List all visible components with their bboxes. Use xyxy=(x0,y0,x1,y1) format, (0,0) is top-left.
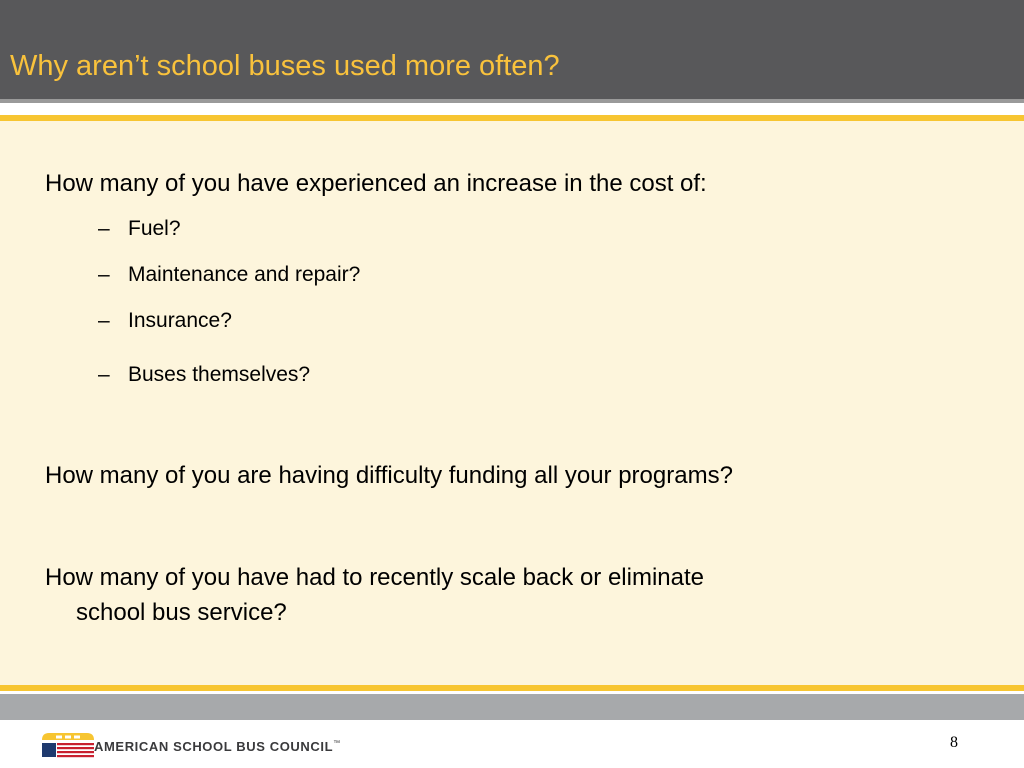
sub-item xyxy=(98,364,310,385)
sub-item-label: Fuel? xyxy=(128,217,181,240)
question-1: How many of you have experienced an increase in the cost of: xyxy=(45,170,707,197)
sub-item xyxy=(98,310,232,331)
question-2: How many of you are having difficulty funding all your programs? xyxy=(45,462,733,489)
sub-item xyxy=(98,264,360,285)
slide-title: Why aren’t school buses used more often? xyxy=(10,50,560,82)
accent-stripe-bottom xyxy=(0,685,1024,691)
sub-item xyxy=(98,218,181,239)
trademark-symbol: ™ xyxy=(333,740,341,747)
sub-item-label: Buses themselves? xyxy=(128,363,311,386)
header-rule xyxy=(0,99,1024,103)
organization-name: AMERICAN SCHOOL BUS COUNCIL™ xyxy=(94,739,341,754)
sub-item-label: Maintenance and repair? xyxy=(128,263,361,286)
bullet-dash: – xyxy=(98,263,110,286)
sub-item-label: Insurance? xyxy=(128,309,232,332)
bullet-dash: – xyxy=(98,217,110,240)
question-3-line-1: How many of you have had to recently scale back or eliminate xyxy=(45,564,705,591)
page-number: 8 xyxy=(950,734,958,751)
footer-band xyxy=(0,694,1024,720)
question-3-line-2: school bus service? xyxy=(76,599,287,626)
question-3 xyxy=(45,560,704,630)
bullet-dash: – xyxy=(98,363,110,386)
school-bus-flag-logo-icon xyxy=(40,731,96,759)
header-bar xyxy=(0,0,1024,99)
bullet-dash: – xyxy=(98,309,110,332)
